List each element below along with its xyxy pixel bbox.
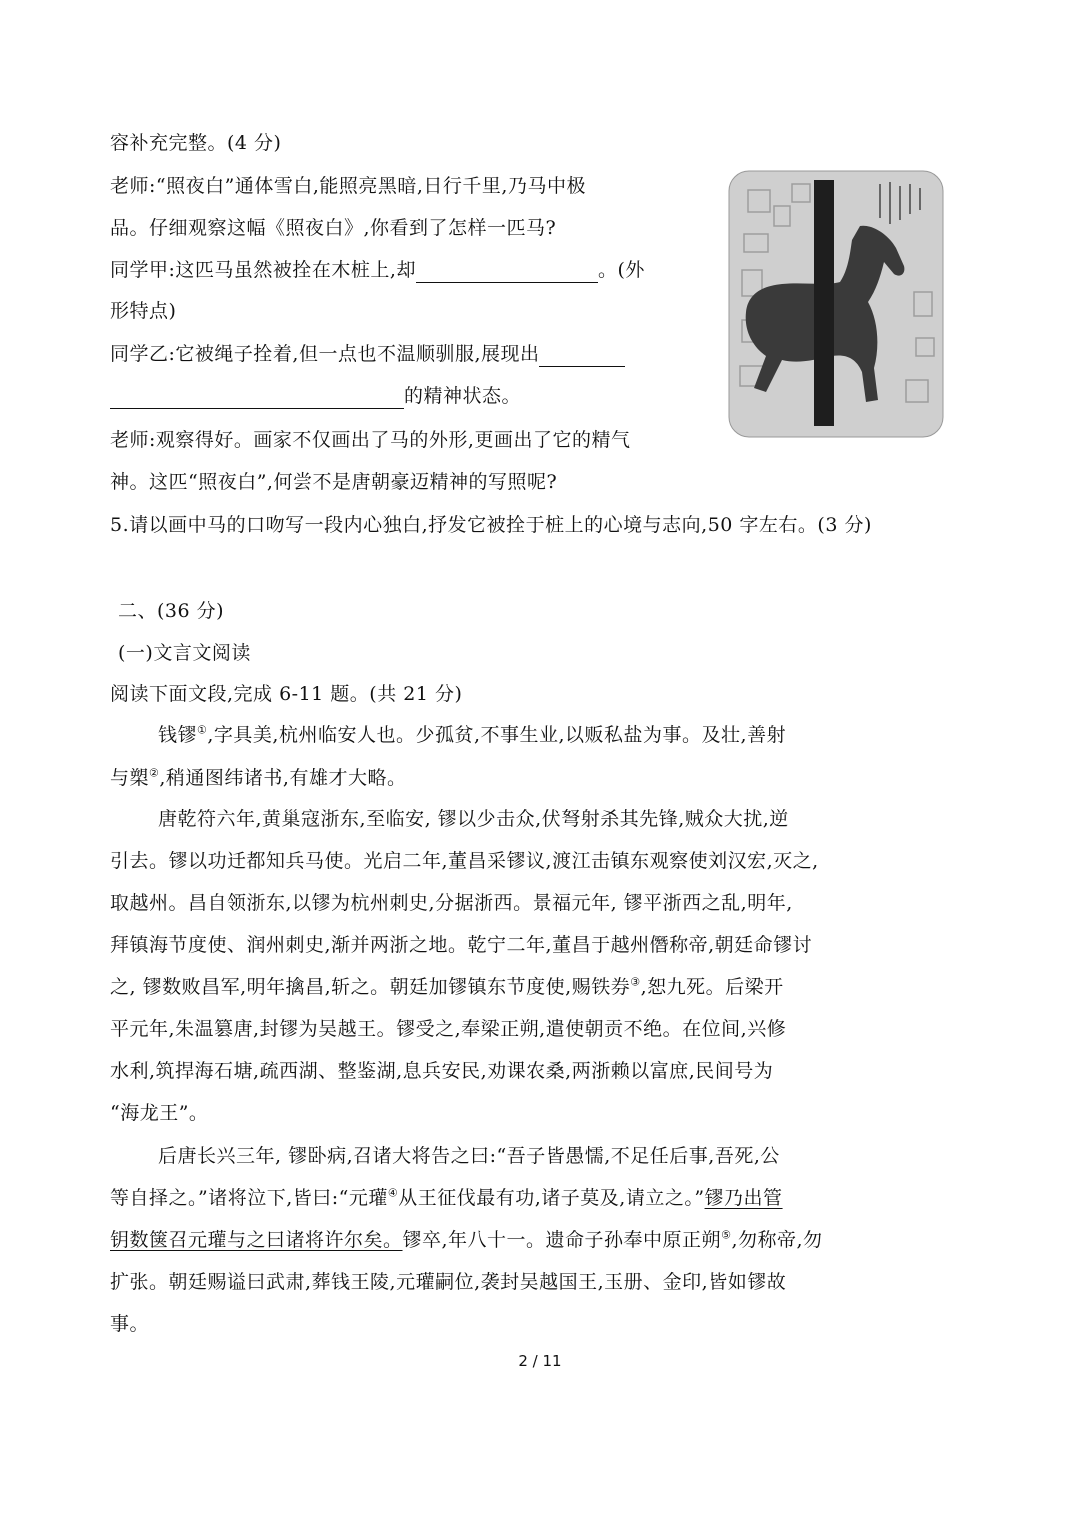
q4-line-3: 同学甲:这匹马虽然被拴在木桩上,却 。(外 [110,259,645,281]
passage-line: 之, 镠数败昌军,明年擒昌,斩之。朝廷加镠镇东节度使,赐铁券③,恕九死。后梁开 [110,975,784,998]
section-subheading: (一)文言文阅读 [118,642,251,664]
passage-line: 钱镠①,字具美,杭州临安人也。少孤贫,不事生业,以贩私盐为事。及壮,善射 [158,723,787,746]
footnote-mark: ① [197,723,208,737]
passage-line: 后唐长兴三年, 镠卧病,召诸大将告之曰:“吾子皆愚懦,不足任后事,吾死,公 [158,1145,780,1167]
hitching-post [814,180,834,426]
passage-line: 扩张。朝廷赐谥曰武肃,葬钱王陵,元瓘嗣位,袭封吴越国王,玉册、金印,皆如镠故 [110,1271,787,1293]
reading-instruction: 阅读下面文段,完成 6-11 题。(共 21 分) [110,683,463,705]
passage-line: 引去。镠以功迁都知兵马使。光启二年,董昌采镠议,渡江击镇东观察使刘汉宏,灭之, [110,850,819,872]
footnote-mark: ⑤ [721,1228,732,1242]
footnote-mark: ④ [387,1186,399,1200]
underlined-sentence: 钥数箧召元瓘与之曰诸将许尔矣。 [110,1229,403,1251]
q4-line-5: 同学乙:它被绳子拴着,但一点也不温顺驯服,展现出 [110,341,625,367]
q4-line-4: 形特点) [110,300,177,322]
underlined-sentence: 镠乃出管 [704,1187,783,1209]
passage-line: 等自择之。”诸将泣下,皆曰:“元瓘④从王征伐最有功,诸子莫及,请立之。”镠乃出管 [110,1186,783,1209]
answer-blank-spirit-2[interactable] [110,388,404,409]
q4-line-2: 品。仔细观察这幅《照夜白》,你看到了怎样一匹马? [110,217,557,239]
passage-line: 钥数箧召元瓘与之曰诸将许尔矣。镠卒,年八十一。遗命子孙奉中原正朔⑤,勿称帝,勿 [110,1228,823,1251]
passage-line: 拜镇海节度使、润州刺史,渐并两浙之地。乾宁二年,董昌于越州僭称帝,朝廷命镠讨 [110,934,813,956]
footnote-mark: ③ [630,975,641,989]
passage-line: 唐乾符六年,黄巢寇浙东,至临安, 镠以少击众,伏弩射杀其先锋,贼众大扰,逆 [158,808,789,830]
passage-line: 与槊②,稍通图纬诸书,有雄才大略。 [110,766,407,789]
q4-line-0: 容补充完整。(4 分) [110,132,282,154]
question-5: 5.请以画中马的口吻写一段内心独白,抒发它被拴于桩上的心境与志向,50 字左右。(3 分) [110,514,872,536]
q4-line-7: 老师:观察得好。画家不仅画出了马的外形,更画出了它的精气 [110,429,631,451]
q4-line-8: 神。这匹“照夜白”,何尝不是唐朝豪迈精神的写照呢? [110,471,558,493]
footnote-mark: ② [149,766,160,780]
passage-line: 平元年,朱温篡唐,封镠为吴越王。镠受之,奉梁正朔,遣使朝贡不绝。在位间,兴修 [110,1018,787,1040]
q4-line-6: 的精神状态。 [110,383,521,409]
passage-line: “海龙王”。 [110,1102,209,1124]
horse-painting-image [728,170,944,438]
passage-line: 事。 [110,1313,150,1335]
page-number: 2 / 11 [518,1352,562,1370]
answer-blank-spirit-1[interactable] [539,346,625,367]
section-heading: 二、(36 分) [118,600,225,622]
answer-blank-appearance[interactable] [416,262,598,283]
q4-line-1: 老师:“照夜白”通体雪白,能照亮黑暗,日行千里,乃马中极 [110,175,586,197]
passage-line: 水利,筑捍海石塘,疏西湖、整鉴湖,息兵安民,劝课农桑,两浙赖以富庶,民间号为 [110,1060,774,1082]
passage-line: 取越州。昌自领浙东,以镠为杭州刺史,分据浙西。景福元年, 镠平浙西之乱,明年, [110,892,793,914]
